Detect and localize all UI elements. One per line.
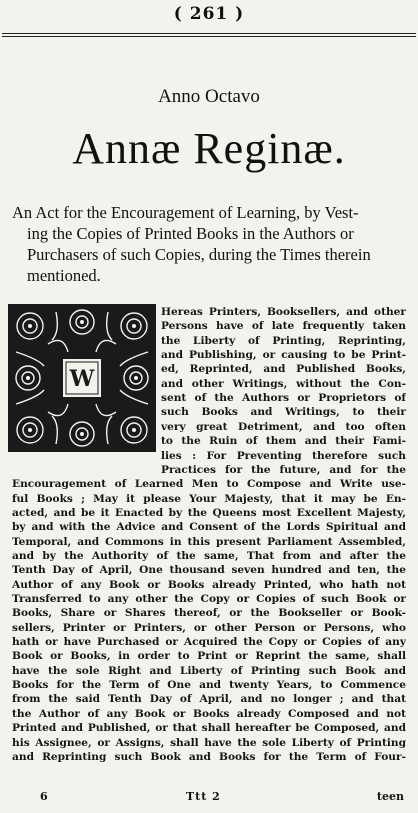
body-line: Books, Share or Shares thereof, or the Bookseller or Book-: [12, 607, 406, 620]
body-line: Tenth Day of April, One thousand seven hundred and ten, the: [12, 564, 406, 577]
body-line: Encouragement of Learned Men to Compose and Write use-: [12, 478, 406, 491]
body-line: lies : For Preventing therefore such: [161, 449, 406, 462]
body-line: Temporal, and Commons in this present Parliament Assembled,: [12, 535, 406, 548]
body-line: very great Detriment, and too often: [161, 420, 406, 433]
body-line: and other Writings, without the Con-: [161, 377, 406, 390]
act-title-line: Purchasers of such Copies, during the Times therein: [27, 245, 371, 264]
body-line: from the said Tenth Day of April, and no longer ; and that: [12, 693, 406, 706]
header-rule-top: [2, 33, 416, 34]
page-number: ( 261 ): [173, 4, 245, 24]
body-line: Persons have of late frequently taken: [161, 320, 406, 333]
body-line: Transferred to any other the Copy or Copies of such Book or: [12, 593, 406, 605]
body-line: acted, and be it Enacted by the Queens most Excellent Majesty,: [12, 506, 406, 519]
act-title-line: mentioned.: [27, 266, 101, 285]
body-line: ful Books ; May it please Your Majesty, that it may be En-: [12, 492, 406, 505]
body-line: Book or Books, in order to Print or Reprint the same, shall: [12, 650, 406, 663]
initial-letter: W: [69, 366, 95, 392]
body-line: and Reprinting such Book and Books for the Term of Four-: [12, 750, 406, 763]
decorated-initial-icon: [8, 304, 156, 452]
body-line: Books for the Term of One and twenty Years, to Commence: [12, 679, 406, 692]
body-line: by and with the Advice and Consent of the Lords Spiritual and: [12, 521, 406, 534]
body-line: the Author of any Book or Books already Composed and not: [12, 707, 406, 720]
sheet-mark: Ttt 2: [186, 790, 221, 803]
body-line: his Assignee, or Assigns, shall have the sole Liberty of Printing: [12, 736, 406, 749]
body-line: sellers, Printer or Printers, or other Person or Persons, who: [12, 621, 406, 634]
catchword: teen: [376, 790, 404, 803]
body-line: and Publishing, or causing to be Print-: [161, 349, 406, 362]
body-line: sent of the Authors or Proprietors of: [161, 392, 406, 405]
reign-title: Annæ Reginæ.: [72, 124, 346, 173]
body-line: such Books and Writings, to their: [161, 406, 406, 419]
body-line: Printed and Published, or that shall hereafter be Composed, and: [12, 722, 406, 735]
page-footer: [0, 790, 418, 810]
body-line: Author of any Book or Books already Printed, who hath not: [12, 578, 406, 591]
header-rule-bottom: [2, 36, 416, 37]
body-line: ed, Reprinted, and Published Books,: [161, 363, 406, 376]
body-line: the Liberty of Printing, Reprinting,: [161, 334, 406, 347]
regnal-year-line: Anno Octavo: [158, 86, 260, 107]
act-title: [12, 202, 412, 286]
body-line: to the Ruin of them and their Fami-: [161, 435, 406, 448]
body-line: have the sole Right and Liberty of Printing such Book and: [12, 664, 406, 677]
body-line: Hereas Printers, Booksellers, and other: [161, 306, 406, 318]
body-line: Practices for the future, and for the: [161, 463, 406, 476]
signature-mark: 6: [40, 790, 48, 803]
body-line: and by the Authority of the same, That from and after the: [12, 549, 406, 562]
body-line: hath or have Purchased or Acquired the Copy or Copies of any: [12, 636, 406, 649]
act-title-line: ing the Copies of Printed Books in the Authors or: [27, 224, 354, 243]
act-title-line: An Act for the Encouragement of Learning, by Vest-: [12, 203, 359, 222]
